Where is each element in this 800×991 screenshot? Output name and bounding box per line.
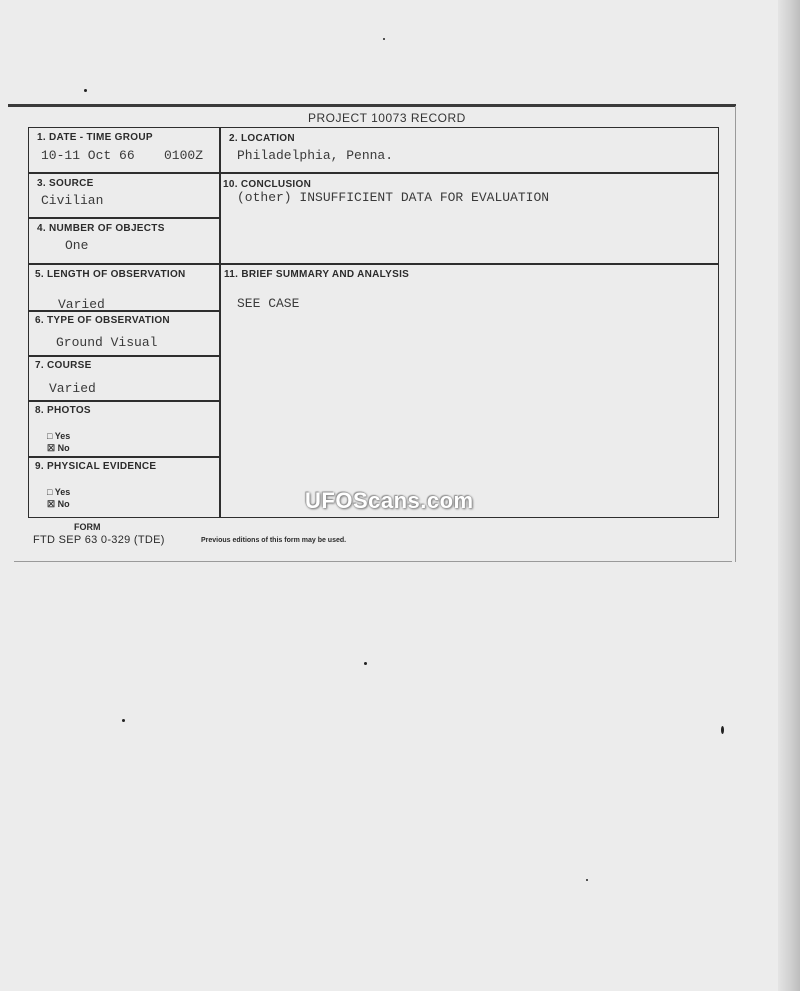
photos-no-checkbox: ☒ No <box>47 443 70 453</box>
objects-value: One <box>65 238 89 253</box>
source-label: 3. SOURCE <box>37 178 94 189</box>
scan-speck <box>721 726 724 734</box>
evidence-label: 9. PHYSICAL EVIDENCE <box>35 461 157 472</box>
course-value: Varied <box>49 381 96 396</box>
length-field <box>28 263 221 312</box>
card-bottom-edge <box>14 561 732 562</box>
source-value: Civilian <box>41 193 104 208</box>
scan-speck <box>586 879 588 881</box>
type-label: 6. TYPE OF OBSERVATION <box>35 315 170 326</box>
summary-field <box>219 263 719 518</box>
summary-value: SEE CASE <box>237 296 300 311</box>
objects-field <box>28 217 221 265</box>
photos-field <box>28 400 221 458</box>
date-value: 10-11 Oct 66 <box>41 148 135 163</box>
card-right-edge <box>735 106 736 562</box>
scan-speck <box>383 38 385 40</box>
summary-label: 11. BRIEF SUMMARY AND ANALYSIS <box>224 269 410 280</box>
location-value: Philadelphia, Penna. <box>237 148 394 163</box>
course-label: 7. COURSE <box>35 360 92 371</box>
course-field <box>28 355 221 402</box>
scan-speck <box>122 719 125 722</box>
form-word: FORM <box>74 522 101 532</box>
location-field <box>219 127 719 174</box>
evidence-yes-checkbox: □ Yes <box>47 487 71 497</box>
card-top-rule <box>8 104 736 107</box>
conclusion-field <box>219 172 719 265</box>
form-title: PROJECT 10073 RECORD <box>308 111 466 125</box>
evidence-field <box>28 456 221 518</box>
form-code: FTD SEP 63 0-329 (TDE) <box>33 534 165 546</box>
time-value: 0100Z <box>164 148 204 163</box>
location-label: 2. LOCATION <box>229 133 295 144</box>
photos-yes-checkbox: □ Yes <box>47 431 71 441</box>
length-value: Varied <box>58 297 105 312</box>
date-field <box>28 127 221 174</box>
type-field <box>28 310 221 357</box>
type-value: Ground Visual <box>56 335 158 350</box>
date-label: 1. DATE - TIME GROUP <box>37 132 153 143</box>
previous-editions-note: Previous editions of this form may be used. <box>201 537 347 544</box>
scan-speck <box>364 662 367 665</box>
page-edge-shadow <box>778 0 800 991</box>
conclusion-value: (other) INSUFFICIENT DATA FOR EVALUATION <box>237 190 550 205</box>
source-field <box>28 172 221 219</box>
watermark: UFOScans.com <box>305 488 474 513</box>
length-label: 5. LENGTH OF OBSERVATION <box>35 269 186 280</box>
objects-label: 4. NUMBER OF OBJECTS <box>37 223 165 234</box>
evidence-no-checkbox: ☒ No <box>47 499 70 509</box>
photos-label: 8. PHOTOS <box>35 405 91 416</box>
scan-speck <box>84 89 87 92</box>
conclusion-label: 10. CONCLUSION <box>223 179 312 190</box>
